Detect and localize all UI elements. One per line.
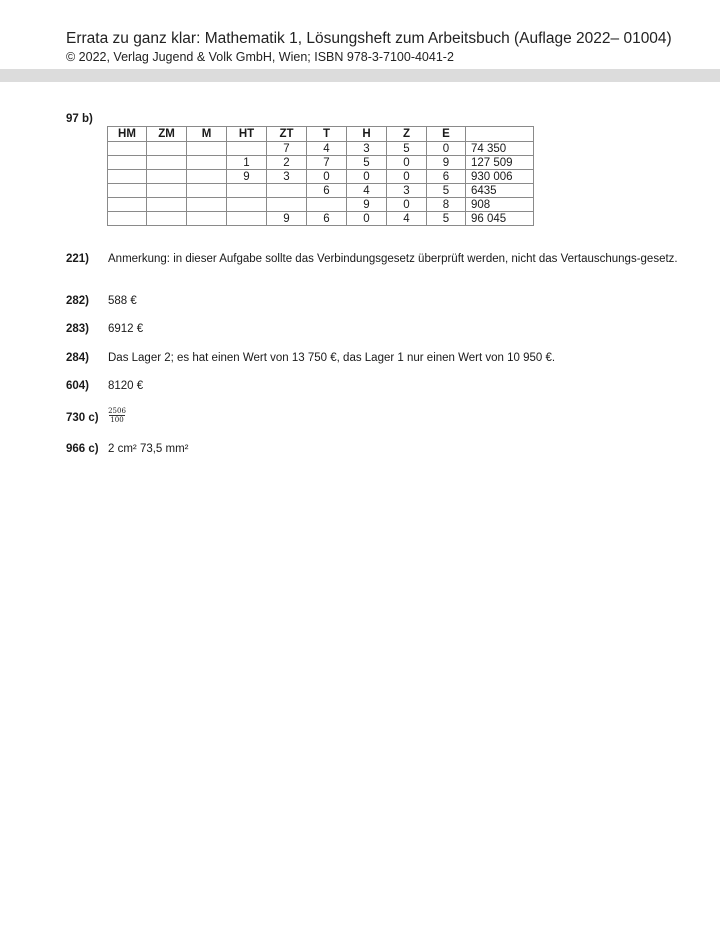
task-221-text: Anmerkung: in dieser Aufgabe sollte das Verbindungsgesetz überprüft werden, nicht das Vertauschungs-gesetz. — [108, 253, 678, 265]
table-cell — [147, 198, 187, 212]
table-cell: 0 — [387, 198, 427, 212]
column-header: E — [427, 127, 466, 142]
table-cell: 5 — [387, 142, 427, 156]
table-cell — [187, 212, 227, 226]
table-row — [108, 212, 534, 226]
task-97b-number: 97 b) — [66, 113, 93, 125]
fraction-denominator: 100 — [110, 416, 124, 424]
task-282-text: 588 € — [108, 295, 137, 307]
table-cell: 9 — [227, 170, 267, 184]
column-header — [466, 127, 534, 142]
task-604-number: 604) — [66, 380, 90, 392]
table-cell — [187, 170, 227, 184]
table-cell — [147, 212, 187, 226]
fraction-numerator: 2506 — [108, 407, 126, 415]
table-cell: 0 — [387, 170, 427, 184]
table-cell: 4 — [347, 184, 387, 198]
task-966c-number: 966 c) — [66, 443, 99, 455]
column-header: T — [307, 127, 347, 142]
table-cell — [227, 142, 267, 156]
column-header: HT — [227, 127, 267, 142]
table-cell — [187, 198, 227, 212]
document-header — [66, 30, 672, 65]
table-cell: 7 — [267, 142, 307, 156]
column-header: Z — [387, 127, 427, 142]
table-cell: 9 — [347, 198, 387, 212]
table-cell: 0 — [427, 142, 466, 156]
table-row — [108, 184, 534, 198]
table-cell: 8 — [427, 198, 466, 212]
table-cell: 9 — [427, 156, 466, 170]
table-cell — [267, 184, 307, 198]
table-cell: 0 — [387, 156, 427, 170]
table-cell: 0 — [307, 170, 347, 184]
result-cell: 74 350 — [466, 142, 534, 156]
table-cell: 7 — [307, 156, 347, 170]
table-cell — [267, 198, 307, 212]
result-cell: 96 045 — [466, 212, 534, 226]
table-cell — [187, 142, 227, 156]
table-cell — [227, 184, 267, 198]
table-cell — [147, 184, 187, 198]
table-cell: 4 — [307, 142, 347, 156]
table-cell — [187, 184, 227, 198]
table-cell — [147, 156, 187, 170]
table-header-row — [108, 127, 534, 142]
place-value-table — [107, 126, 534, 226]
table-cell — [108, 142, 147, 156]
task-283-text: 6912 € — [108, 323, 144, 335]
table-cell: 0 — [347, 212, 387, 226]
column-header: H — [347, 127, 387, 142]
table-cell: 9 — [267, 212, 307, 226]
header-divider-band — [0, 69, 720, 82]
column-header: HM — [108, 127, 147, 142]
table-cell: 4 — [387, 212, 427, 226]
table-cell — [147, 170, 187, 184]
task-282-number: 282) — [66, 295, 90, 307]
table-cell — [108, 212, 147, 226]
result-cell: 908 — [466, 198, 534, 212]
result-cell: 6435 — [466, 184, 534, 198]
column-header: ZT — [267, 127, 307, 142]
table-cell — [108, 156, 147, 170]
task-284-text: Das Lager 2; es hat einen Wert von 13 750 €, das Lager 1 nur einen Wert von 10 950 €. — [108, 352, 556, 364]
task-283-number: 283) — [66, 323, 90, 335]
task-284-number: 284) — [66, 352, 90, 364]
table-cell: 0 — [347, 170, 387, 184]
document-title: Errata zu ganz klar: Mathematik 1, Lösungsheft zum Arbeitsbuch (Auflage 2022– 01004) — [66, 30, 672, 47]
table-cell — [108, 198, 147, 212]
fraction — [108, 407, 126, 424]
table-row — [108, 170, 534, 184]
table-cell: 3 — [347, 142, 387, 156]
table-cell — [108, 170, 147, 184]
table-cell: 2 — [267, 156, 307, 170]
table-cell — [227, 198, 267, 212]
table-cell: 6 — [307, 184, 347, 198]
table-cell: 6 — [307, 212, 347, 226]
table-cell: 5 — [427, 184, 466, 198]
copyright-line: © 2022, Verlag Jugend & Volk GmbH, Wien; ISBN 978-3-7100-4041-2 — [66, 50, 454, 64]
task-730c-number: 730 c) — [66, 412, 99, 424]
column-header: M — [187, 127, 227, 142]
table-cell — [227, 212, 267, 226]
table-cell: 5 — [427, 212, 466, 226]
table-cell: 3 — [387, 184, 427, 198]
task-604-text: 8120 € — [108, 380, 144, 392]
table-cell: 3 — [267, 170, 307, 184]
table-cell — [108, 184, 147, 198]
table-row — [108, 142, 534, 156]
table-cell: 5 — [347, 156, 387, 170]
result-cell: 930 006 — [466, 170, 534, 184]
result-cell: 127 509 — [466, 156, 534, 170]
task-966c-text: 2 cm² 73,5 mm² — [108, 443, 189, 455]
table-cell — [147, 142, 187, 156]
table-row — [108, 198, 534, 212]
table-cell: 6 — [427, 170, 466, 184]
task-221-number: 221) — [66, 253, 90, 265]
table-cell: 1 — [227, 156, 267, 170]
table-row — [108, 156, 534, 170]
table-cell — [187, 156, 227, 170]
column-header: ZM — [147, 127, 187, 142]
table-cell — [307, 198, 347, 212]
